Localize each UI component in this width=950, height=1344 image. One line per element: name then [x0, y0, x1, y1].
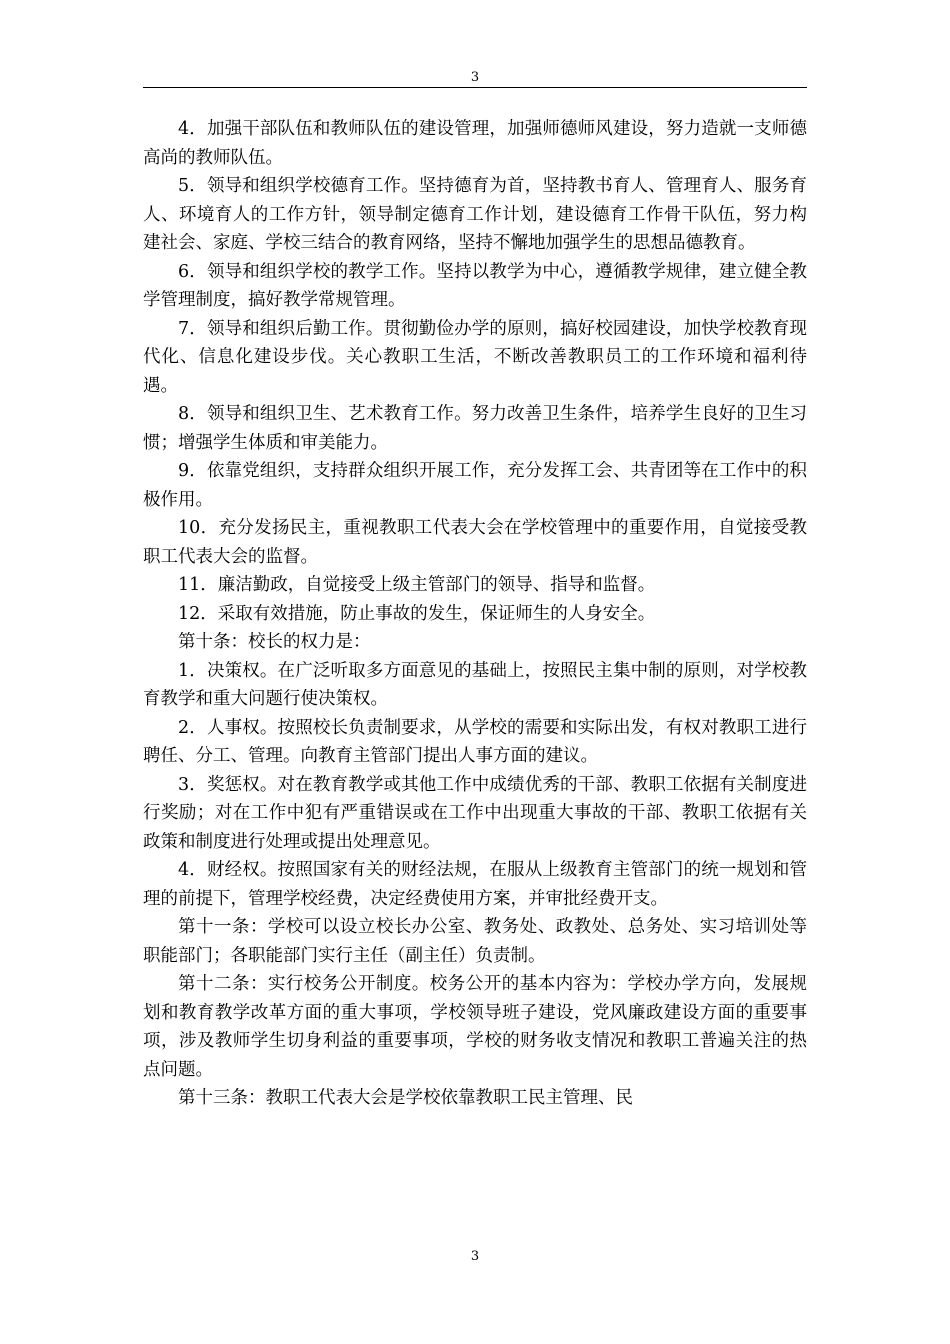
paragraph-item-6: 6．领导和组织学校的教学工作。坚持以教学为中心，遵循教学规律，建立健全教学管理制度，搞好教学常规管理。 — [143, 261, 807, 310]
footer-page-number: 3 — [470, 1249, 480, 1264]
article-12: 第十二条：实行校务公开制度。校务公开的基本内容为：学校办学方向，发展规划和教育教学改革方面的重大事项，学校领导班子建设，党风廉政建设方面的重要事项，涉及教师学生切身利益的重要事项，学校的财务收支情况和教职工普遍关注的热点问题。 — [143, 974, 807, 1080]
paragraph-item-4: 4．加强干部队伍和教师队伍的建设管理，加强师德师风建设，努力造就一支师德高尚的教师队伍。 — [143, 119, 807, 168]
paragraph-item-11: 11．廉洁勤政，自觉接受上级主管部门的领导、指导和监督。 — [178, 575, 656, 595]
paragraph-item-5: 5．领导和组织学校德育工作。坚持德育为首，坚持教书育人、管理育人、服务育人、环境育人的工作方针，领导制定德育工作计划，建设德育工作骨干队伍，努力构建社会、家庭、学校三结合的教育网络，坚持不懈地加强学生的思想品德教育。 — [143, 176, 807, 253]
power-reward-punishment: 3．奖惩权。对在教育教学或其他工作中成绩优秀的干部、教职工依据有关制度进行奖励；对在工作中犯有严重错误或在工作中出现重大事故的干部、教职工依据有关政策和制度进行处理或提出处理意见。 — [143, 774, 807, 852]
document-body — [143, 115, 807, 1113]
power-decision: 1．决策权。在广泛听取多方面意见的基础上，按照民主集中制的原则，对学校教育教学和重大问题行使决策权。 — [143, 660, 807, 709]
power-finance: 4．财经权。按照国家有关的财经法规，在服从上级教育主管部门的统一规划和管理的前提下，管理学校经费，决定经费使用方案，并审批经费开支。 — [143, 860, 807, 909]
paragraph-item-9: 9．依靠党组织，支持群众组织开展工作，充分发挥工会、共青团等在工作中的积极作用。 — [143, 461, 807, 510]
paragraph-item-7: 7．领导和组织后勤工作。贯彻勤俭办学的原则，搞好校园建设，加快学校教育现代化、信息化建设步伐。关心教职工生活，不断改善教职员工的工作环境和福利待遇。 — [143, 318, 807, 396]
article-10-heading: 第十条：校长的权力是： — [178, 632, 371, 652]
article-13: 第十三条：教职工代表大会是学校依靠教职工民主管理、民 — [178, 1088, 633, 1108]
article-11: 第十一条：学校可以设立校长办公室、教务处、政教处、总务处、实习培训处等职能部门；各职能部门实行主任（副主任）负责制。 — [143, 917, 807, 966]
paragraph-item-10: 10．充分发扬民主，重视教职工代表大会在学校管理中的重要作用，自觉接受教职工代表大会的监督。 — [143, 518, 807, 567]
paragraph-item-8: 8．领导和组织卫生、艺术教育工作。努力改善卫生条件，培养学生良好的卫生习惯；增强学生体质和审美能力。 — [143, 404, 807, 453]
header-rule — [143, 87, 807, 88]
paragraph-item-12: 12．采取有效措施，防止事故的发生，保证师生的人身安全。 — [178, 603, 656, 624]
header-page-number: 3 — [470, 70, 480, 85]
power-personnel: 2．人事权。按照校长负责制要求，从学校的需要和实际出发，有权对教职工进行聘任、分工、管理。向教育主管部门提出人事方面的建议。 — [143, 717, 807, 766]
